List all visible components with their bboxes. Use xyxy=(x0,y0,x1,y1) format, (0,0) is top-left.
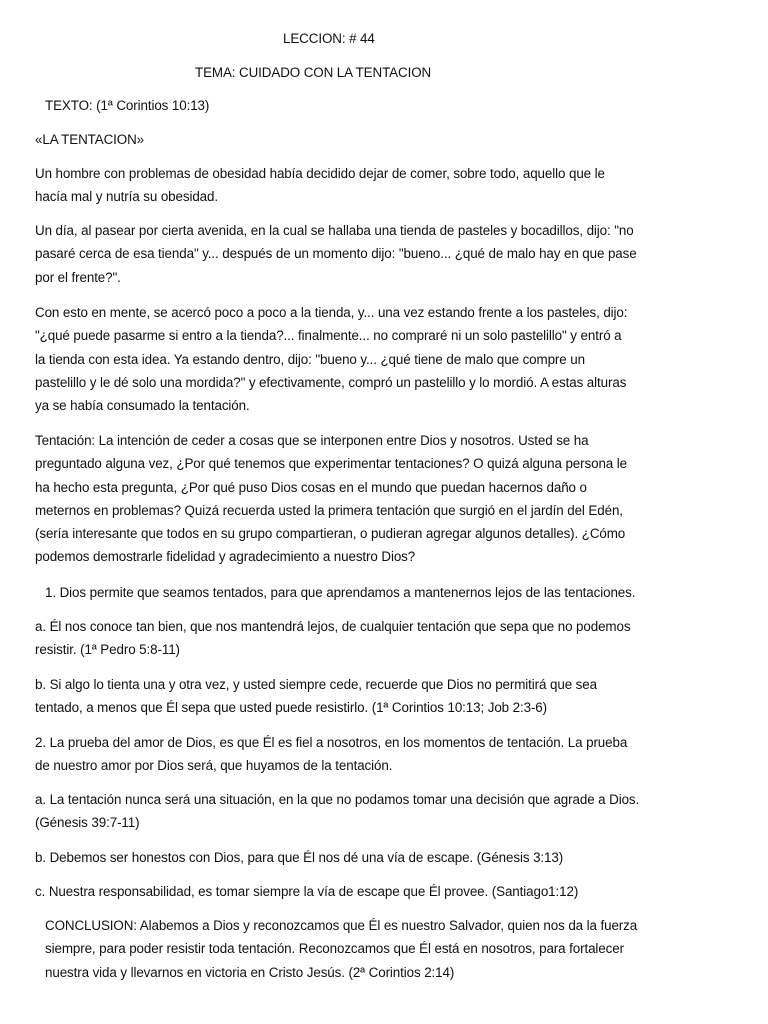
scripture-reference: TEXTO: (1ª Corintios 10:13) xyxy=(45,98,210,113)
lesson-theme: TEMA: CUIDADO CON LA TENTACION xyxy=(195,65,432,80)
text-line: de nuestro amor por Dios será, que huyamos de la tentación. xyxy=(35,758,393,774)
text-line: meternos en problemas? Quizá recuerda usted la primera tentación que surgió en el jardín del Edén, xyxy=(35,502,623,518)
text-line: Un día, al pasear por cierta avenida, en la cual se hallaba una tienda de pasteles y bocadillos, dijo: "no xyxy=(35,223,634,238)
text-line: pasaré cerca de esa tienda" y... después de un momento dijo: "bueno... ¿qué de malo hay en que pase xyxy=(35,246,637,262)
conclusion xyxy=(45,914,745,984)
text-line: Un hombre con problemas de obesidad había decidido dejar de comer, sobre todo, aquello que le xyxy=(35,166,605,181)
text-line: 1. Dios permite que seamos tentados, para que aprendamos a mantenernos lejos de las tentaciones. xyxy=(45,585,636,600)
text-line: "¿qué puede pasarme si entro a la tienda?... finalmente... no compraré ni un solo pastelillo" y entró a xyxy=(35,328,622,344)
text-line: nuestra vida y llevarnos en victoria en Cristo Jesús. (2ª Corintios 2:14) xyxy=(45,964,455,980)
text-line: ya se había consumado la tentación. xyxy=(35,398,250,414)
text-line: la tienda con esta idea. Ya estando dentro, dijo: "bueno y... ¿qué tiene de malo que compre un xyxy=(35,351,585,367)
text-line: hacía mal y nutría su obesidad. xyxy=(35,189,218,205)
point-2c xyxy=(35,880,735,903)
text-line: resistir. (1ª Pedro 5:8-11) xyxy=(35,642,180,658)
point-2a xyxy=(35,788,735,835)
point-2 xyxy=(35,731,735,778)
paragraph-definition xyxy=(35,429,735,569)
text-line: CONCLUSION: Alabemos a Dios y reconozcamos que Él es nuestro Salvador, quien nos da la fuerza xyxy=(45,918,638,933)
text-line: c. Nuestra responsabilidad, es tomar siempre la vía de escape que Él provee. (Santiago1:12) xyxy=(35,884,579,899)
point-2b xyxy=(35,846,735,869)
paragraph-story-walk xyxy=(35,219,735,289)
section-title: «LA TENTACION» xyxy=(35,132,144,147)
text-line: a. Él nos conoce tan bien, que nos mantendrá lejos, de cualquier tentación que sepa que no podemos xyxy=(35,619,631,634)
point-1b xyxy=(35,673,735,720)
text-line: siempre, para poder resistir toda tentación. Reconozcamos que Él está en nosotros, para fortalecer xyxy=(45,941,624,957)
text-line: 2. La prueba del amor de Dios, es que Él es fiel a nosotros, en los momentos de tentación. La prueba xyxy=(35,735,628,750)
text-line: a. La tentación nunca será una situación, en la que no podamos tomar una decisión que agrade a Dios. xyxy=(35,792,640,807)
text-line: preguntado alguna vez, ¿Por qué tenemos que experimentar tentaciones? O quizá alguna persona le xyxy=(35,456,627,472)
text-line: (sería interesante que todos en su grupo compartieran, o pudieran agregar algunos detalles). ¿Cómo xyxy=(35,526,626,542)
text-line: Tentación: La intención de ceder a cosas que se interponen entre Dios y nosotros. Usted se ha xyxy=(35,433,589,448)
text-line: por el frente?". xyxy=(35,269,121,285)
paragraph-story-store xyxy=(35,301,735,417)
text-line: tentado, a menos que Él sepa que usted puede resistirlo. (1ª Corintios 10:13; Job 2:3-6) xyxy=(35,700,548,716)
lesson-number: LECCION: # 44 xyxy=(283,31,375,46)
paragraph-intro xyxy=(35,162,735,209)
text-line: Con esto en mente, se acercó poco a poco a la tienda, y... una vez estando frente a los pasteles, dijo: xyxy=(35,305,628,320)
text-line: b. Debemos ser honestos con Dios, para que Él nos dé una vía de escape. (Génesis 3:13) xyxy=(35,850,564,865)
text-line: b. Si algo lo tienta una y otra vez, y usted siempre cede, recuerde que Dios no permitirá que sea xyxy=(35,677,597,692)
text-line: podemos demostrarle fidelidad y agradecimiento a nuestro Dios? xyxy=(35,549,416,565)
point-1a xyxy=(35,615,735,662)
text-line: ha hecho esta pregunta, ¿Por qué puso Dios cosas en el mundo que puedan hacernos daño o xyxy=(35,479,587,495)
text-line: pastelillo y le dé solo una mordida?" y efectivamente, compró un pastelillo y lo mordió. A estas alturas xyxy=(35,374,627,390)
text-line: (Génesis 39:7-11) xyxy=(35,815,140,831)
point-1 xyxy=(45,581,745,604)
